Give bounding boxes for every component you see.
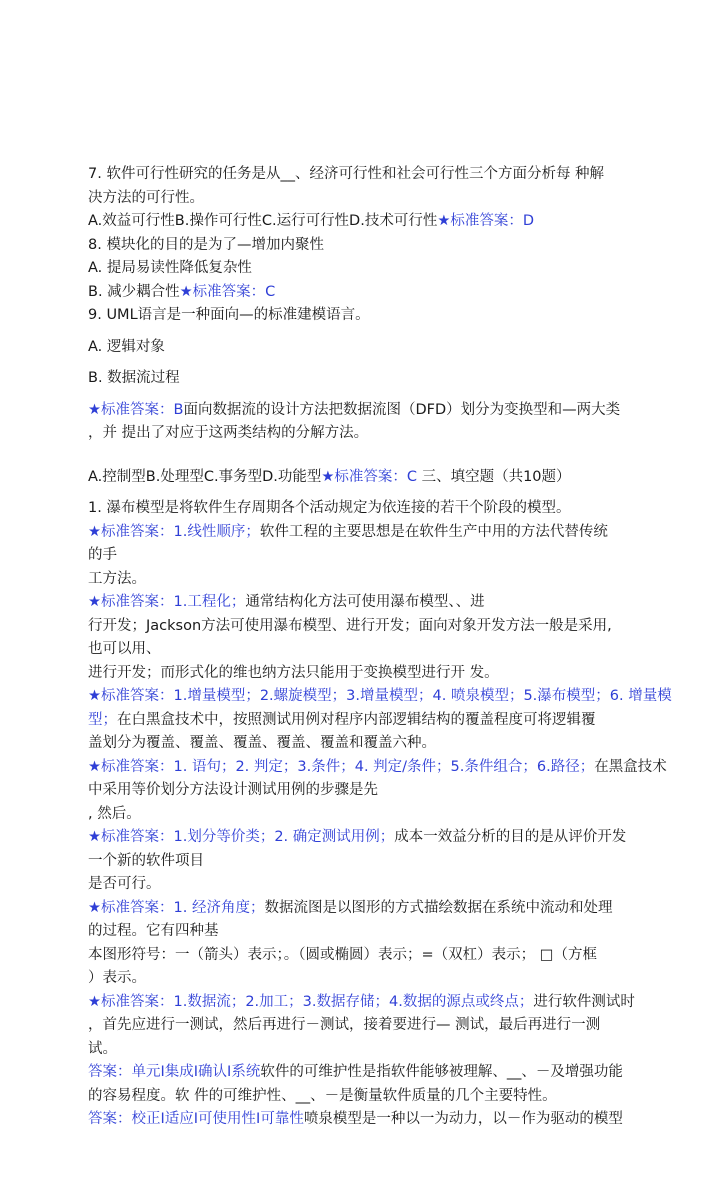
body-text: ，首先应进行一测试，然后再进行－测试，接着要进行— 测试，最后再进行一测 [88,1017,601,1033]
body-text: 7. 软件可行性研究的任务是从__、经济可行性和社会可行性三个方面分析每 种解 [88,166,605,182]
text-line [88,163,688,187]
body-text: 1. 瀑布模型是将软件生存周期各个活动规定为依连接的若干个阶段的模型。 [88,500,571,516]
text-line [88,466,688,490]
text-line [88,685,688,709]
text-line [88,422,688,446]
body-text: 行开发；Jackson方法可使用瀑布模型、进行开发；面向对象开发方法一般是采用, [88,617,612,634]
answer-text: ★标准答案：1.工程化； [88,594,246,610]
text-line [88,850,688,874]
body-text: 一个新的软件项目 [88,852,204,869]
body-text: 的过程。它有四种基 [88,923,219,939]
body-text: 在黑盒技术 [594,758,667,775]
text-line [88,336,688,360]
body-text: 通常结构化方法可使用瀑布模型、、进 [245,594,485,610]
body-text: 数据流图是以图形的方式描绘数据在系统中流动和处理 [264,899,613,916]
answer-text: 型； [88,711,117,728]
body-text: A.效益可行性B.操作可行性C.运行可行性D.技术可行性 [88,213,438,229]
body-text: 面向数据流的设计方法把数据流图（DFD）划分为变换型和—两大类 [183,401,621,418]
text-line [88,544,688,568]
text-line [88,991,688,1015]
body-text: 中采用等价划分方法设计测试用例的步骤是先 [88,782,378,798]
answer-text: 答案：单元I集成I确认I系统 [88,1064,261,1080]
text-line [88,591,688,615]
text-line [88,615,688,639]
text-line [88,897,688,921]
body-text: A.控制型B.处理型C.事务型D.功能型 [88,468,322,485]
body-text: 软件的可维护性是指软件能够被理解、__、－及增强功能 [260,1064,623,1080]
body-text: B. 减少耦合性 [88,283,180,300]
text-line [88,568,688,592]
answer-text: ★标准答案：1.数据流；2.加工；3.数据存储；4.数据的源点或终点； [88,993,534,1010]
body-text: 9. UML语言是一种面向—的标准建模语言。 [88,307,370,323]
answer-text: ★标准答案：D [437,213,535,229]
text-line [88,1108,688,1132]
answer-text: ★标准答案：1.划分等价类；2. 确定测试用例； [88,829,395,845]
text-line [88,1061,688,1085]
body-text: ，并 提出了对应于这两类结构的分解方法。 [88,425,369,441]
answer-text: ★标准答案：C [179,283,276,300]
answer-text: ★标准答案：1. 经济角度； [88,899,265,916]
text-line [88,967,688,991]
text-line [88,709,688,733]
body-text: , 然后。 [88,805,141,822]
answer-text: 答案：校正I适应I可使用性I可靠性 [88,1111,304,1127]
body-text: 试。 [88,1040,117,1057]
text-line [88,281,688,305]
body-text: 决方法的可行性。 [88,189,204,206]
text-line [88,367,688,391]
text-line [88,304,688,328]
text-line [88,826,688,850]
text-line [88,497,688,521]
text-line [88,521,688,545]
body-text: ）表示。 [88,970,146,986]
text-line [88,944,688,968]
text-line [88,920,688,944]
text-line [88,662,688,686]
body-text: 的容易程度。软 件的可维护性、__、－是衡量软件质量的几个主要特性。 [88,1087,557,1104]
body-text: 也可以用、 [88,641,161,657]
text-line [88,873,688,897]
body-text: 是否可行。 [88,876,161,892]
document-body [88,163,688,1132]
body-text: 本图形符号：一（箭头）表示；。（圆或椭圆）表示；=（双杠）表示； □（方框 [88,946,597,963]
text-line [88,1085,688,1109]
body-text: 在白黑盒技术中，按照测试用例对程序内部逻辑结构的覆盖程度可将逻辑覆 [117,711,596,728]
answer-text: ★标准答案：B [88,401,184,418]
body-text: 进行软件测试时 [533,993,635,1010]
body-text: A. 逻辑对象 [88,338,165,355]
text-line [88,234,688,258]
text-line [88,399,688,423]
text-line [88,803,688,827]
text-line [88,210,688,234]
text-line [88,732,688,756]
body-text: 三、填空题（共10题） [416,468,571,485]
answer-text: ★标准答案：1.线性顺序； [88,523,260,540]
body-text: 8. 模块化的目的是为了—增加内聚性 [88,236,324,253]
text-line [88,1014,688,1038]
body-text: 工方法。 [88,570,146,587]
text-line [88,756,688,780]
text-line [88,1038,688,1062]
answer-text: ★标准答案：1. 语句；2. 判定；3.条件；4. 判定/条件；5.条件组合；6.路径； [88,758,595,775]
body-text: A. 提局易读性降低复杂性 [88,260,252,276]
body-text: 软件工程的主要思想是在软件生产中用的方法代替传统 [259,523,608,540]
answer-text: ★标准答案：1.增量模型；2.螺旋模型；3.增量模型；4. 喷泉模型；5.瀑布模型；6. 增量模 [88,688,672,704]
body-text: B. 数据流过程 [88,370,180,386]
text-line [88,779,688,803]
answer-text: ★标准答案：C [321,468,417,485]
text-line [88,638,688,662]
body-text: 进行开发；而形式化的维也纳方法只能用于变换模型进行开 发。 [88,664,499,681]
body-text: 成本一效益分析的目的是从评价开发 [394,829,627,845]
body-text: 的手 [88,547,117,563]
body-text: 盖划分为覆盖、覆盖、覆盖、覆盖、覆盖和覆盖六种。 [88,735,436,751]
text-line [88,257,688,281]
text-line [88,187,688,211]
body-text: 喷泉模型是一种以一为动力，以－作为驱动的模型 [303,1111,623,1127]
